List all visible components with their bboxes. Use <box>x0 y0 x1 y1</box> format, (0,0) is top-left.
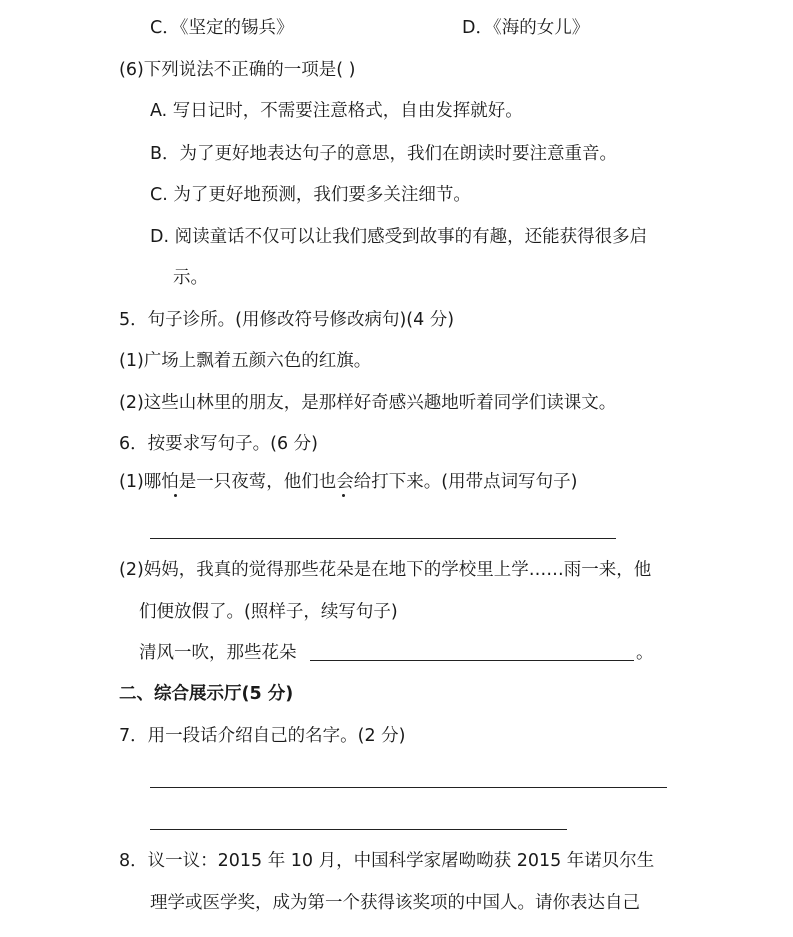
option-c-prev: C．《坚定的锡兵》 <box>150 18 294 38</box>
q4-6-option-c: C. 为了更好地预测，我们要多关注细节。 <box>150 185 471 205</box>
q8-line1: 8．议一议：2015 年 10 月，中国科学家屠呦呦获 2015 年诺贝尔生 <box>119 851 655 871</box>
q4-6-stem: (6)下列说法不正确的一项是( ) <box>119 60 356 80</box>
answer-line[interactable] <box>150 829 567 830</box>
q6-item2-line2: 们便放假了。(照样子，续写句子) <box>139 602 398 622</box>
q7-title: 7．用一段话介绍自己的名字。(2 分) <box>119 726 406 746</box>
q6-item2-prompt: 清风一吹，那些花朵 <box>139 643 297 663</box>
emphasis-dot <box>342 494 345 497</box>
emphasis-dot <box>174 494 177 497</box>
q6-item1: (1)哪怕是一只夜莺，他们也会给打下来。(用带点词写句子) <box>119 472 578 492</box>
answer-line[interactable] <box>150 787 667 788</box>
section-heading: 二、综合展示厅(5 分) <box>119 684 294 704</box>
q5-title: 5．句子诊所。(用修改符号修改病句)(4 分) <box>119 310 455 330</box>
q6-title: 6．按要求写句子。(6 分) <box>119 434 318 454</box>
q8-line2: 理学或医学奖，成为第一个获得该奖项的中国人。请你表达自己 <box>150 893 640 913</box>
q4-6-option-d-line1: D. 阅读童话不仅可以让我们感受到故事的有趣，还能获得很多启 <box>150 227 648 247</box>
q6-item2-line1: (2)妈妈，我真的觉得那些花朵是在地下的学校里上学……雨一来，他 <box>119 560 652 580</box>
answer-line[interactable] <box>150 538 616 539</box>
q4-6-option-a: A. 写日记时，不需要注意格式，自由发挥就好。 <box>150 101 523 121</box>
q5-item1: (1)广场上飘着五颜六色的红旗。 <box>119 351 372 371</box>
q4-6-option-d-line2: 示。 <box>173 268 208 288</box>
q4-6-option-b: B．为了更好地表达句子的意思，我们在朗读时要注意重音。 <box>150 144 618 164</box>
q6-item2-end: 。 <box>636 643 654 663</box>
answer-line[interactable] <box>310 660 634 661</box>
option-d-prev: D．《海的女儿》 <box>462 18 590 38</box>
q5-item2: (2)这些山林里的朋友，是那样好奇感兴趣地听着同学们读课文。 <box>119 393 617 413</box>
